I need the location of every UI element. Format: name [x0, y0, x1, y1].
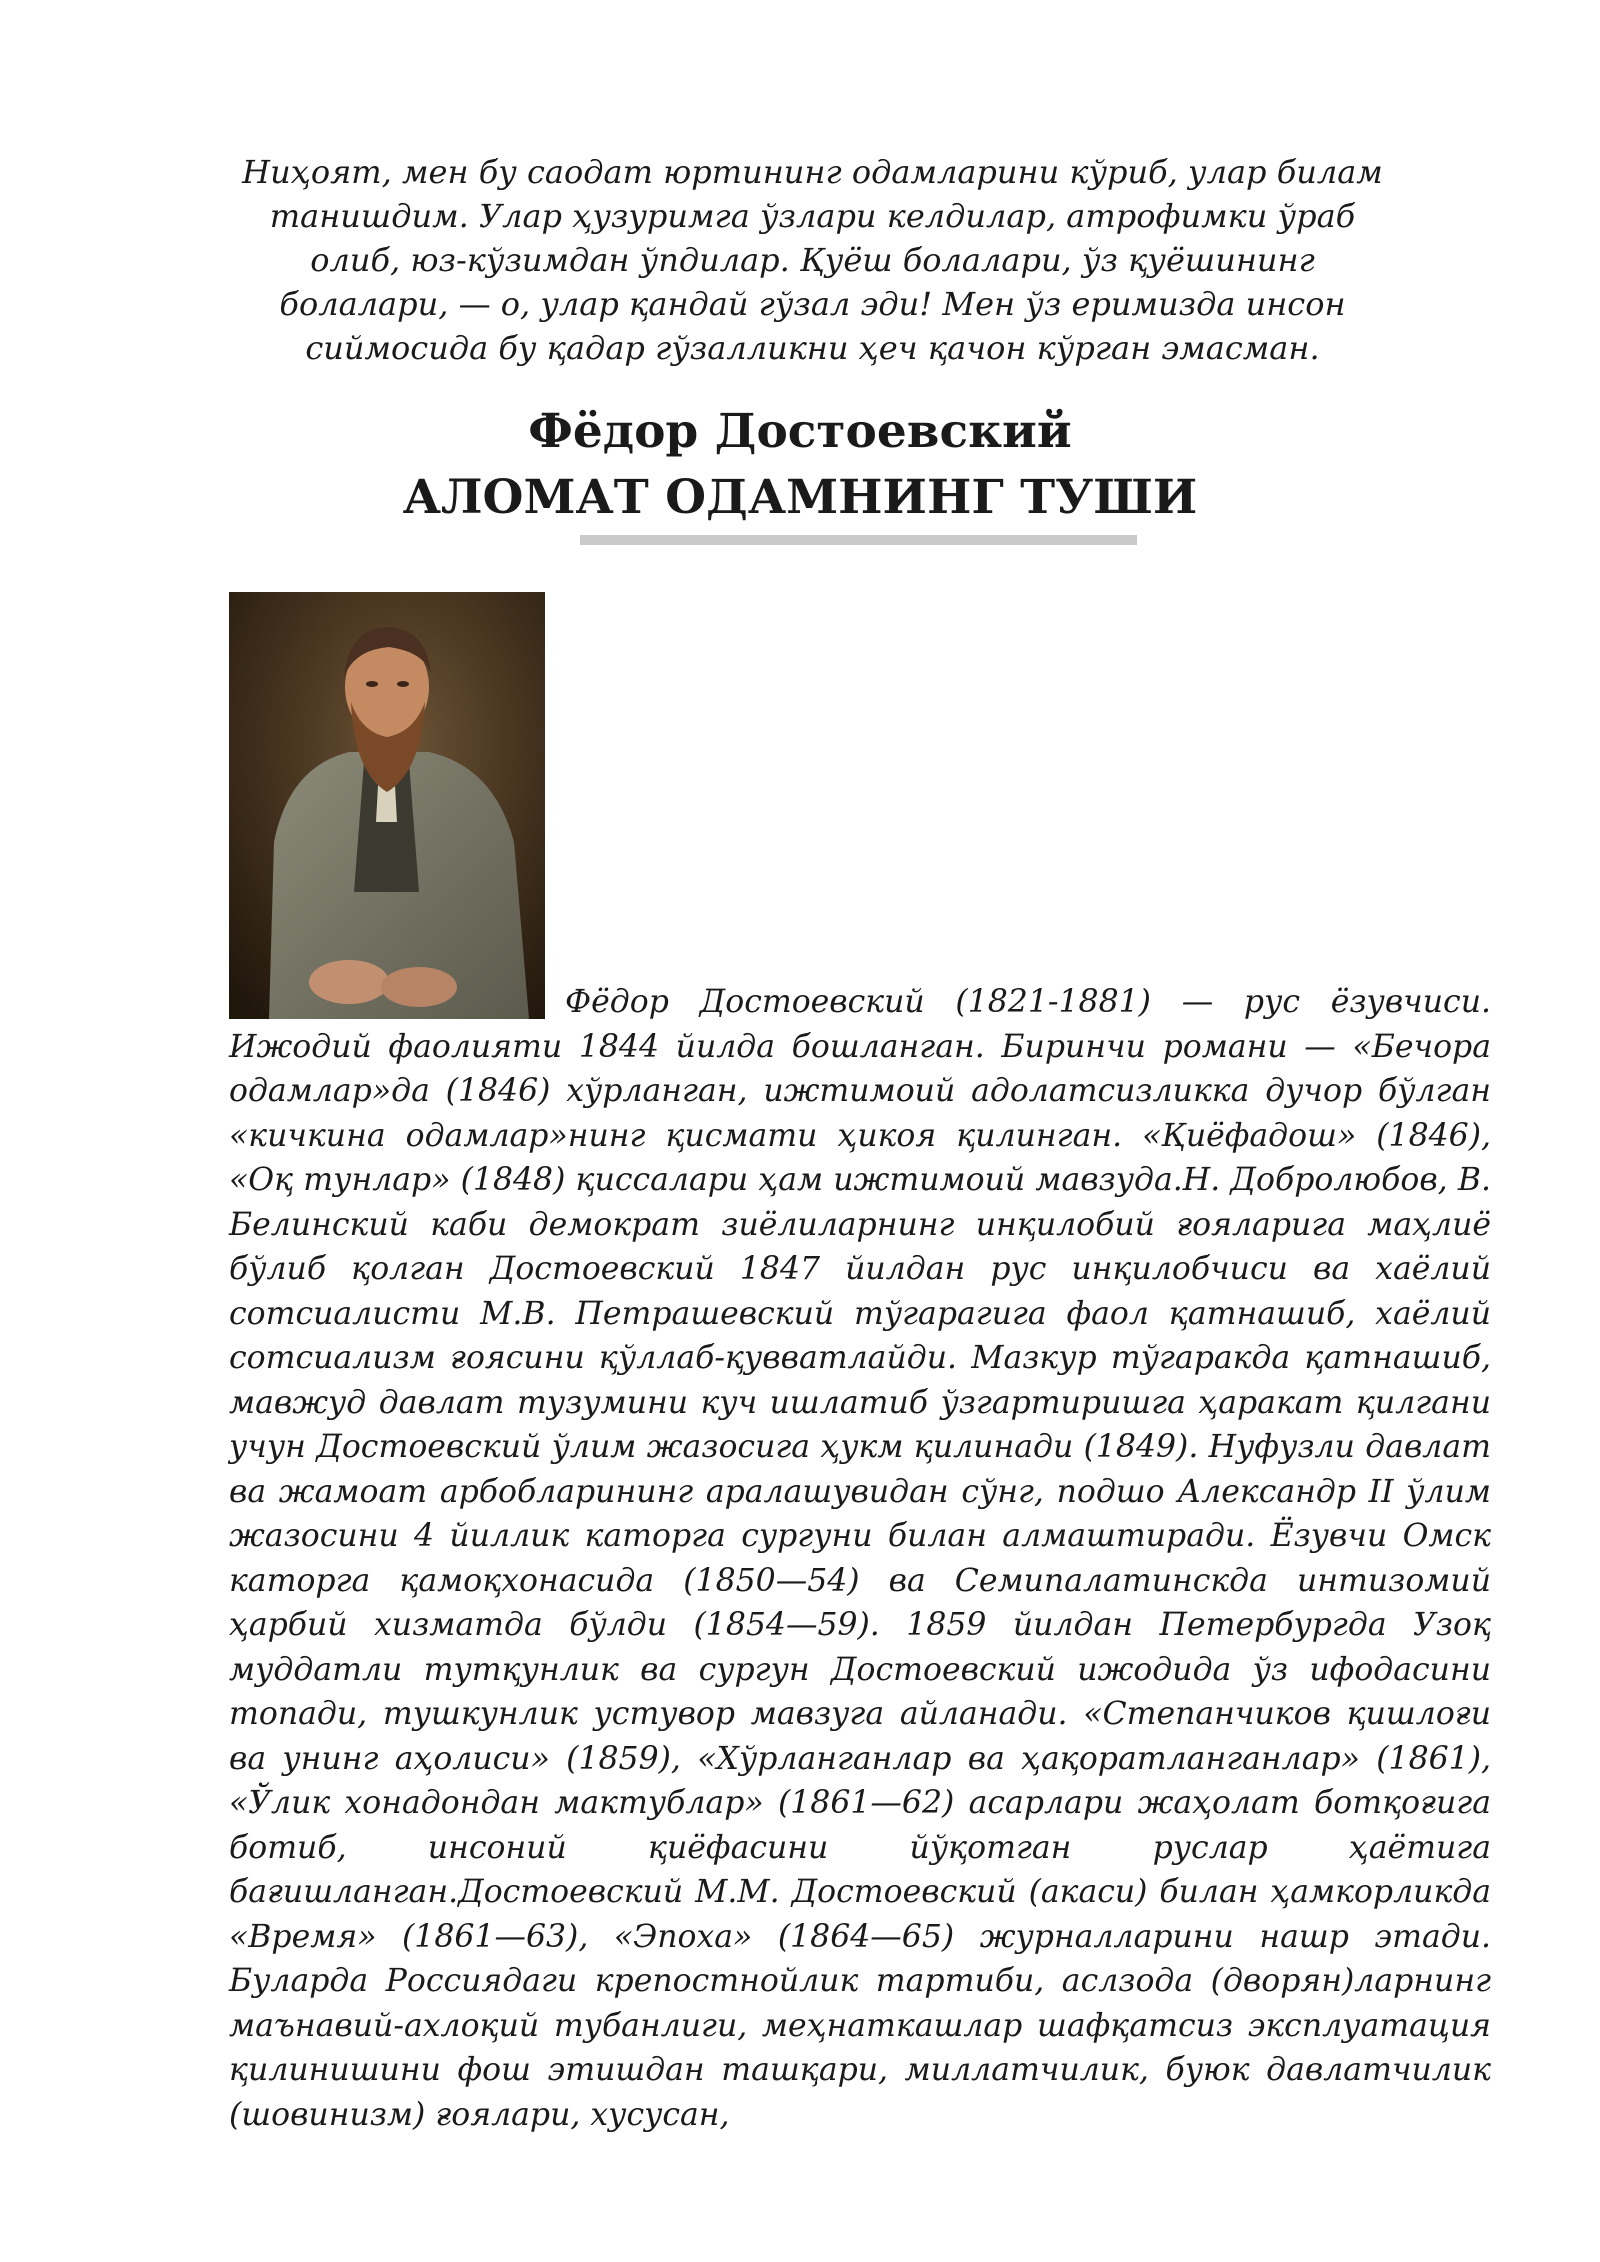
- author-name: Фёдор Достоевский: [528, 404, 1072, 459]
- epigraph-quote: Ниҳоят, мен бу саодат юртининг одамларини кўриб, улар билам танишдим. Улар ҳузуримга ўзлари келдилар, атрофимки ўраб олиб, юз-кўзимдан ўпдилар. Қуёш болалари, ўз қуёшининг болалари, — о, улар қандай гўзал эди! Мен ўз еримизда инсон сиймосида бу қадар гўзалликни ҳеч қачон кўрган эмасман.: [242, 153, 1383, 367]
- author-portrait-image: [229, 592, 545, 1019]
- biography-paragraph: Фёдор Достоевский (1821-1881) — рус ёзувчиси. Ижодий фаолияти 1844 йилда бошланган. Биринчи романи — «Бечора одамлар»да (1846) хўрланган, ижтимоий адолатсизликка дучор бўлган «кичкина одамлар»нинг қисмати ҳикоя қилинган. «Қиёфадош» (1846), «Оқ тунлар» (1848) қиссалари ҳам ижтимоий мавзуда.Н. Добролюбов, В. Белинский каби демократ зиёлиларнинг инқилобий ғояларига маҳлиё бўлиб қолган Достоевский 1847 йилдан рус инқилобчиси ва хаёлий сотсиалисти М.В. Петрашевский тўгарагига фаол қатнашиб, хаёлий сотсиализм ғоясини қўллаб-қувватлайди. Мазкур тўгаракда қатнашиб, мавжуд давлат тузумини куч ишлатиб ўзгартиришга ҳаракат қилгани учун Достоевский ўлим жазосига ҳукм қилинади (1849). Нуфузли давлат ва жамоат арбобларининг аралашувидан сўнг, подшо Александр II ўлим жазосини 4 йиллик каторга сургуни билан алмаштиради. Ёзувчи Омск каторга қамоқхонасида (1850—54) ва Семипалатинскда интизомий ҳарбий хизматда бўлди (1854—59). 1859 йилдан Петербургда Узоқ муддатли тутқунлик ва сургун Достоевский ижодида ўз ифодасини топади, тушкунлик устувор мавзуга айланади. «Степанчиков қишлоғи ва унинг аҳолиси» (1859), «Хўрланганлар ва ҳақоратланганлар» (1861), «Ўлик хонадондан мактублар» (1861—62) асарлари жаҳолат ботқоғига ботиб, инсоний қиёфасини йўқотган руслар ҳаётига бағишланган.Достоевский М.М. Достоевский (акаси) билан ҳамкорликда «Время» (1861—63), «Эпоха» (1864—65) журналларини нашр этади. Буларда Россиядаги крепостнойлик тартиби, аслзода (дворян)ларнинг маънавий-ахлоқий тубанлиги, меҳнаткашлар шафқатсиз эксплуатация қилинишини фош этишдан ташқари, миллатчилик, буюк давлатчилик (шовинизм) ғоялари, хусусан,: [229, 984, 1491, 2133]
- work-title: АЛОМАТ ОДАМНИНГ ТУШИ: [402, 470, 1198, 525]
- title-underline: [580, 535, 1137, 545]
